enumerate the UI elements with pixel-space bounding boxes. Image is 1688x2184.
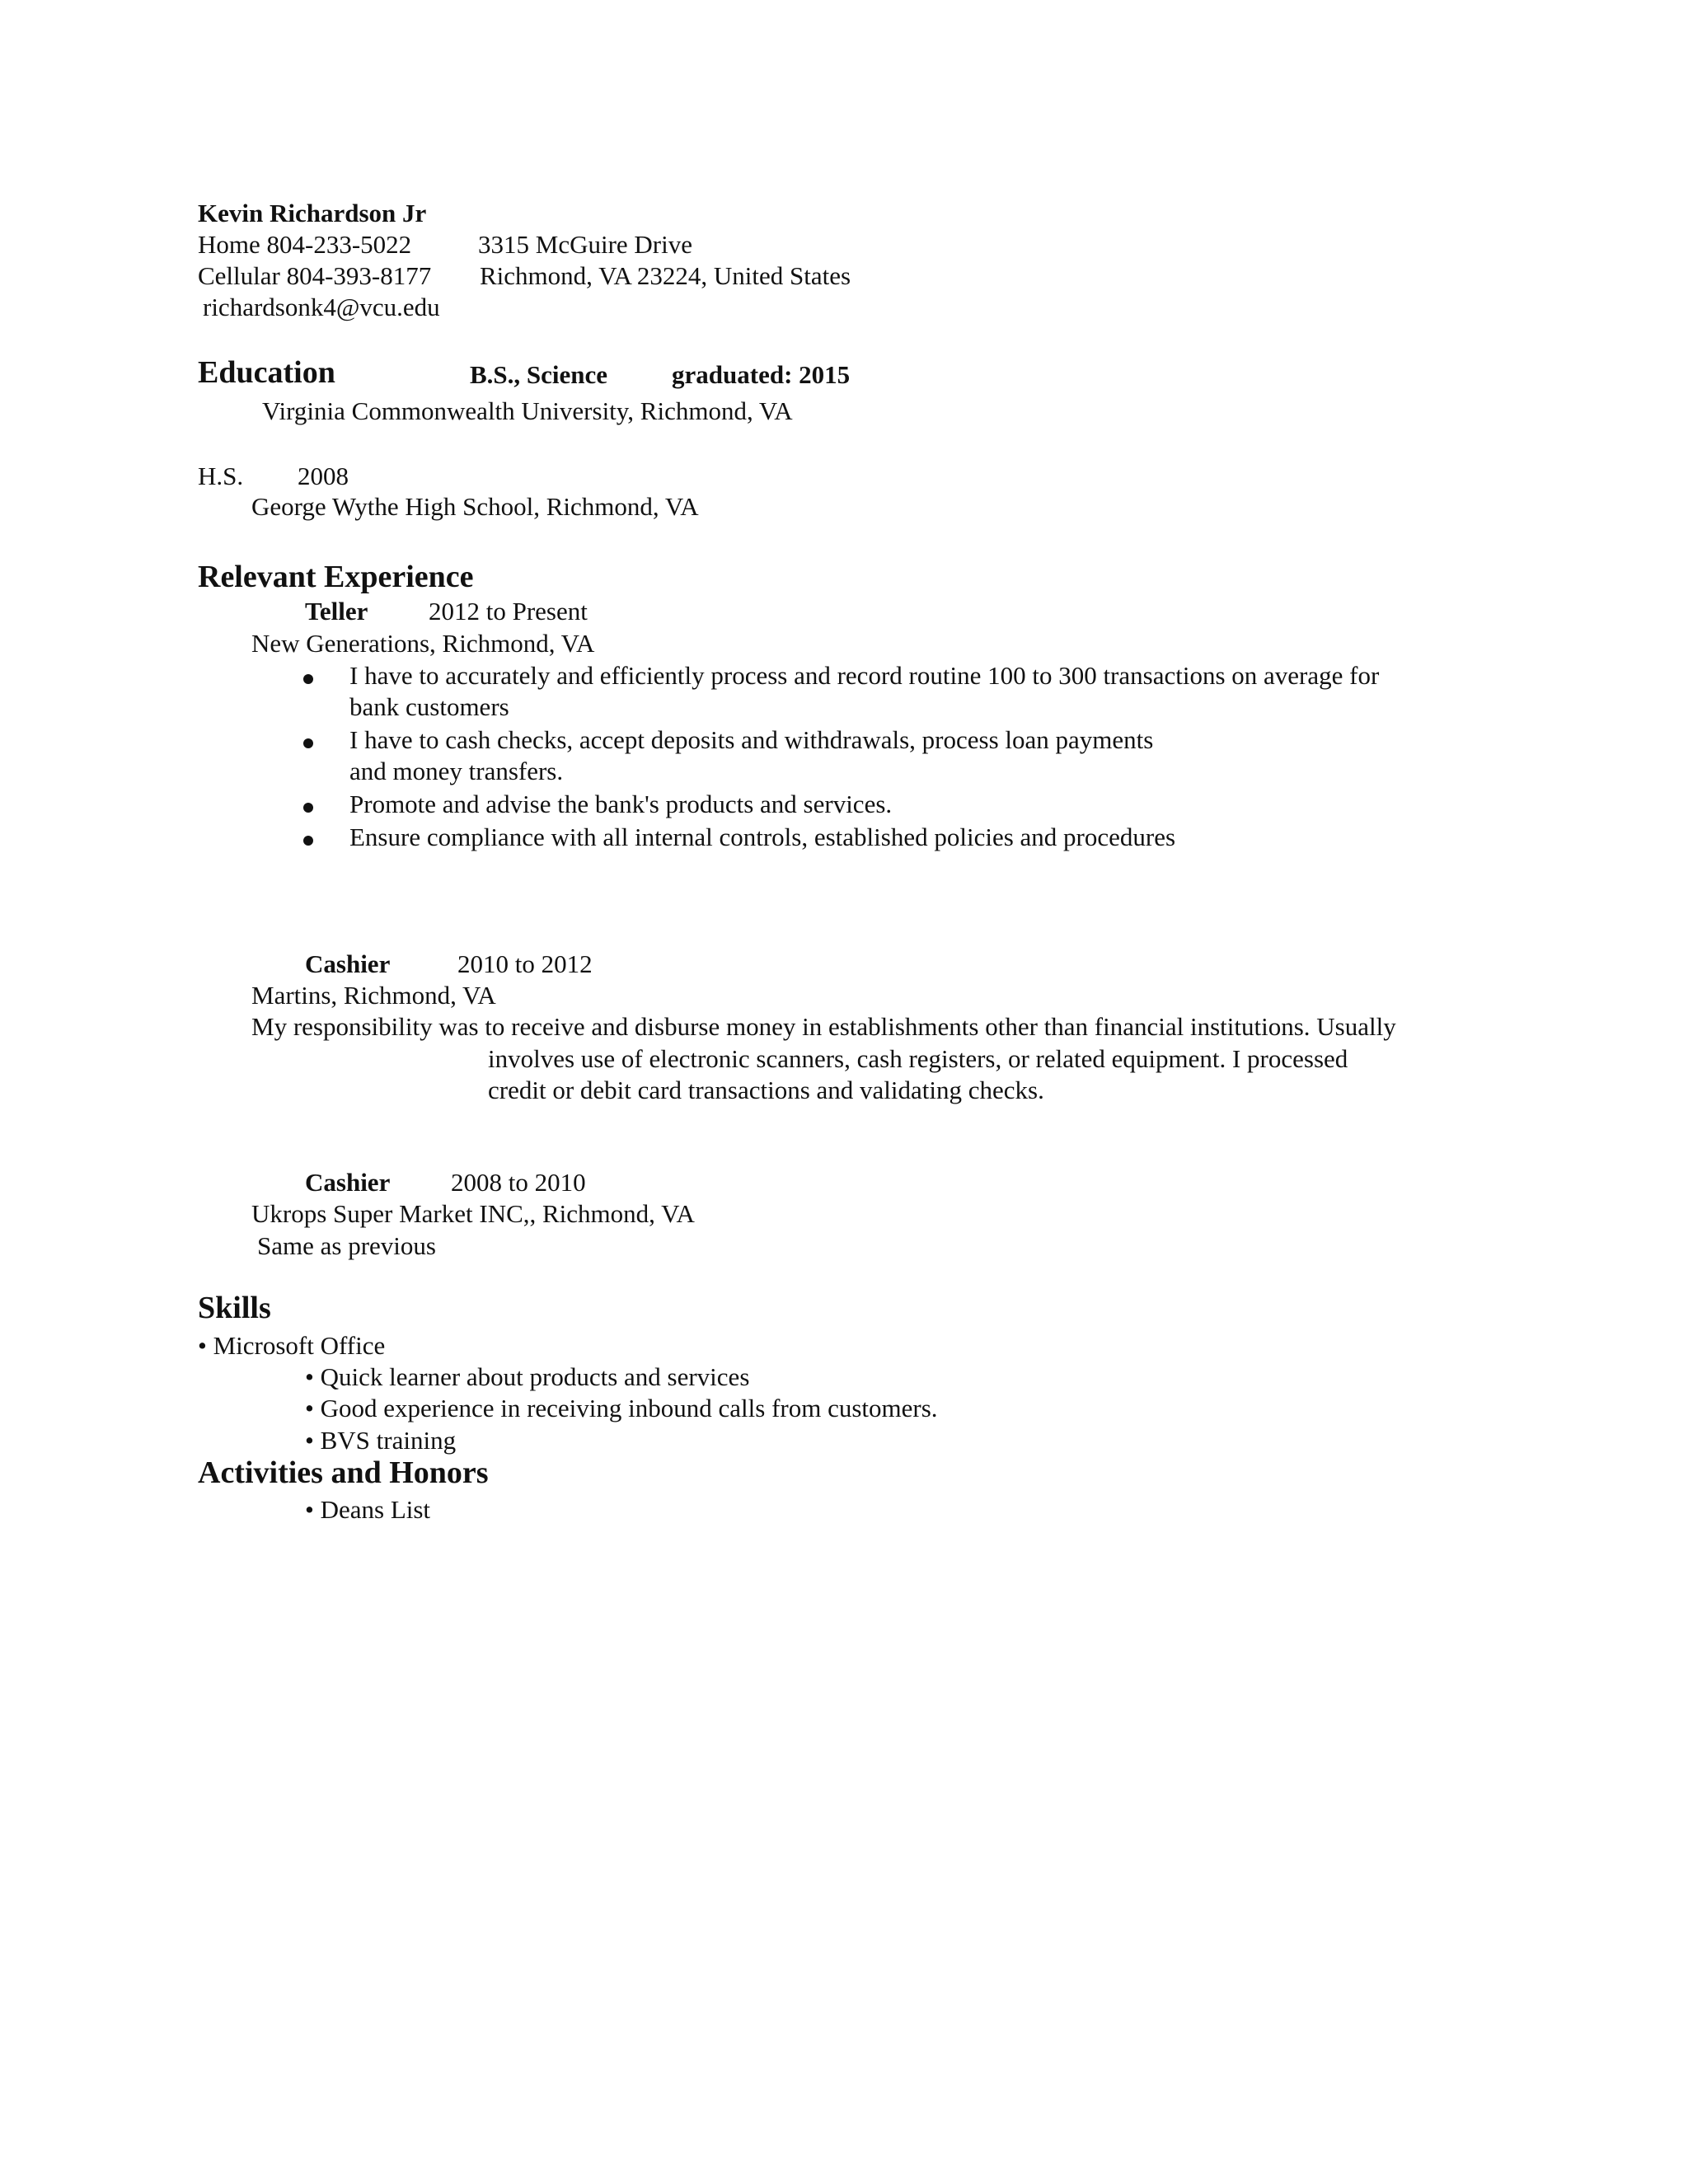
job-dates: 2010 to 2012 bbox=[457, 949, 593, 978]
activity-item: • Deans List bbox=[305, 1495, 431, 1524]
email-address: richardsonk4@vcu.edu bbox=[203, 293, 440, 321]
college-school: Virginia Commonwealth University, Richmond, VA bbox=[262, 396, 793, 425]
education-heading: Education bbox=[198, 355, 335, 390]
bullet-icon bbox=[303, 803, 313, 813]
college-degree: B.S., Science bbox=[470, 360, 608, 389]
cell-phone: Cellular 804-393-8177 bbox=[198, 261, 432, 290]
job-employer: Martins, Richmond, VA bbox=[251, 981, 496, 1010]
skill-item: • Quick learner about products and services bbox=[305, 1362, 750, 1391]
home-phone: Home 804-233-5022 bbox=[198, 230, 412, 259]
street-address: 3315 McGuire Drive bbox=[478, 230, 692, 259]
job-title: Cashier bbox=[305, 1168, 391, 1197]
hs-school: George Wythe High School, Richmond, VA bbox=[251, 492, 699, 521]
job-bullet: I have to cash checks, accept deposits and withdrawals, process loan payments bbox=[349, 725, 1154, 754]
city-address: Richmond, VA 23224, United States bbox=[480, 261, 851, 290]
bullet-icon bbox=[303, 674, 313, 684]
hs-year: 2008 bbox=[298, 462, 349, 490]
skills-heading: Skills bbox=[198, 1291, 271, 1325]
bullet-icon bbox=[303, 836, 313, 846]
job-bullet-continued: and money transfers. bbox=[349, 757, 564, 785]
job-bullet: Ensure compliance with all internal controls, established policies and procedures bbox=[349, 823, 1176, 851]
job-description-continued: credit or debit card transactions and validating checks. bbox=[488, 1076, 1044, 1104]
skill-item: • Microsoft Office bbox=[198, 1331, 386, 1360]
job-employer: Ukrops Super Market INC,, Richmond, VA bbox=[251, 1199, 695, 1228]
job-title: Cashier bbox=[305, 949, 391, 978]
job-dates: 2008 to 2010 bbox=[451, 1168, 586, 1197]
job-employer: New Generations, Richmond, VA bbox=[251, 629, 595, 658]
bullet-icon bbox=[303, 738, 313, 748]
job-title: Teller bbox=[305, 597, 368, 626]
skill-item: • Good experience in receiving inbound calls from customers. bbox=[305, 1394, 938, 1422]
college-graduated: graduated: 2015 bbox=[672, 360, 851, 389]
job-bullet: Promote and advise the bank's products and services. bbox=[349, 790, 893, 818]
job-bullet: I have to accurately and efficiently process and record routine 100 to 300 transactions on average for bbox=[349, 661, 1380, 690]
job-description: Same as previous bbox=[257, 1231, 436, 1260]
activities-heading: Activities and Honors bbox=[198, 1455, 489, 1490]
job-bullet-continued: bank customers bbox=[349, 692, 509, 721]
skill-item: • BVS training bbox=[305, 1426, 457, 1455]
experience-heading: Relevant Experience bbox=[198, 560, 474, 594]
applicant-name: Kevin Richardson Jr bbox=[198, 199, 427, 227]
hs-degree: H.S. bbox=[198, 462, 244, 490]
job-dates: 2012 to Present bbox=[429, 597, 588, 626]
job-description: My responsibility was to receive and disburse money in establishments other than financial institutions. Usually bbox=[251, 1012, 1396, 1041]
job-description-continued: involves use of electronic scanners, cash registers, or related equipment. I processed bbox=[488, 1044, 1348, 1073]
